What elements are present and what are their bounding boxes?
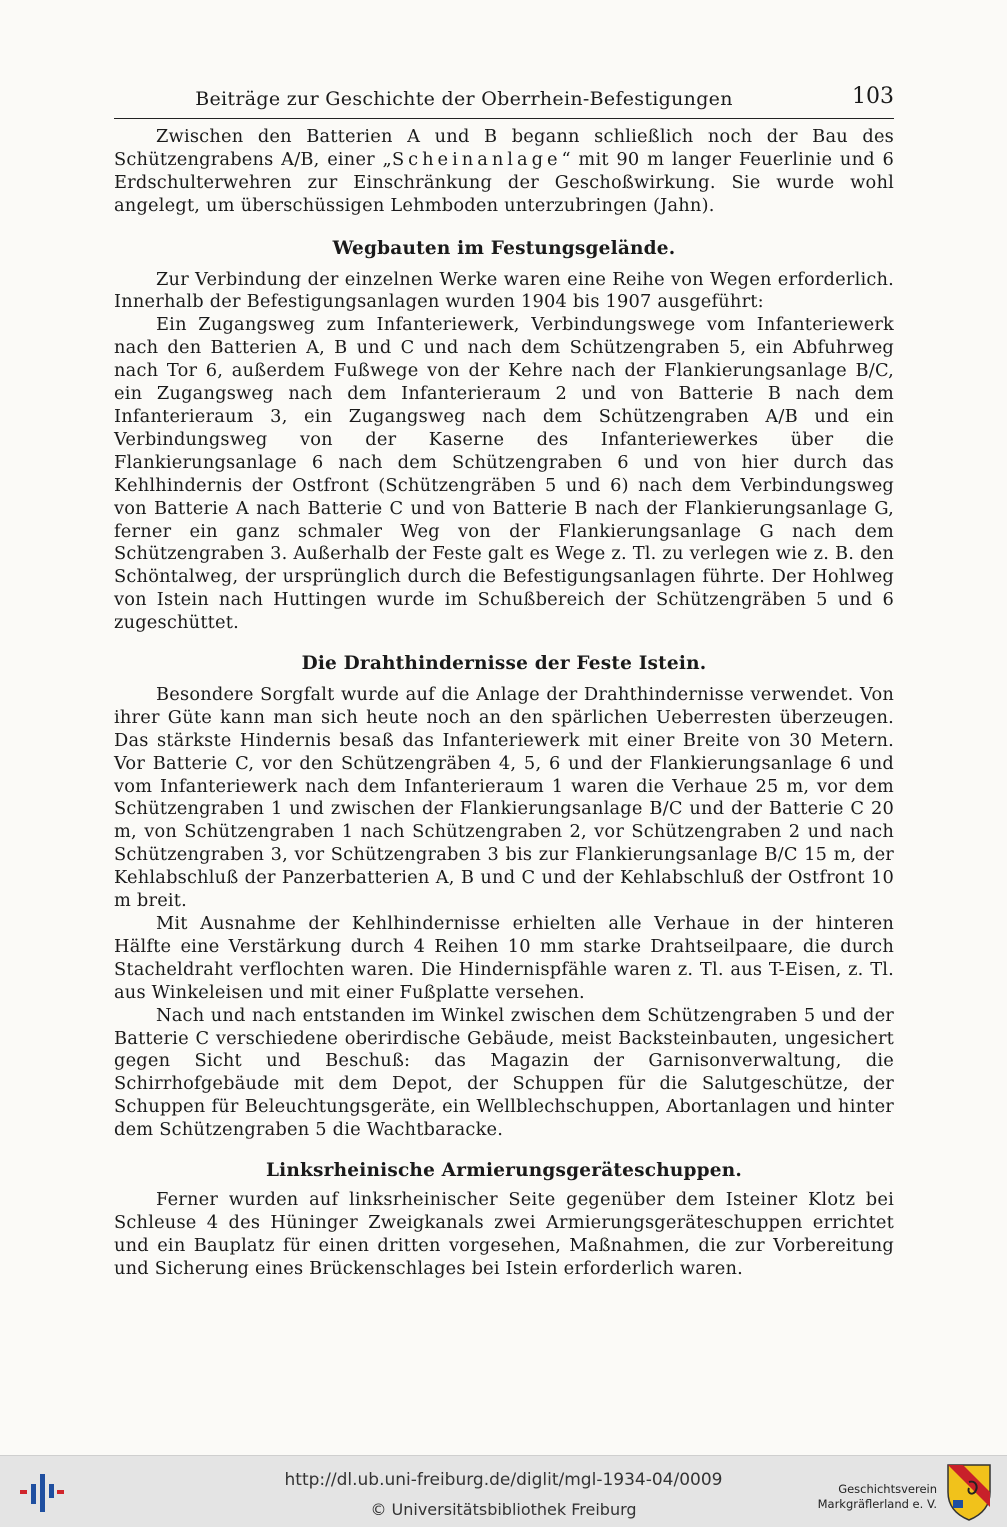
copyright-notice: © Universitätsbibliothek Freiburg <box>370 1500 637 1519</box>
page-body <box>114 126 894 1281</box>
section-heading-drahthindernisse: Die Drahthindernisse der Feste Istein. <box>301 653 707 675</box>
intro-text-before: Zwischen den Batterien A und B begann schließlich noch der Bau des Schützengrabens A/B, einer „ <box>114 126 894 170</box>
coat-of-arms-icon[interactable] <box>945 1462 993 1522</box>
paragraph: Ferner wurden auf linksrheinischer Seite gegenüber dem Isteiner Klotz bei Schleuse 4 des Hüninger Zweigkanals zwei Armierungsgeräteschuppen errichtet und ein Bauplatz für einen dritten vorgesehen, Maßnahmen, die zur Vorbereitung und Sicherung eines Brückenschlages bei Istein erforderlich waren. <box>114 1188 894 1279</box>
section-heading-wegbauten: Wegbauten im Festungsgelände. <box>332 237 676 259</box>
section-heading-armierungsgeraeteschuppen: Linksrheinische Armierungsgeräteschuppen. <box>265 1160 743 1182</box>
society-name <box>818 1482 937 1512</box>
intro-paragraph <box>114 126 894 218</box>
intro-spaced-term: Scheinanlage <box>391 148 562 170</box>
running-title: Beiträge zur Geschichte der Oberrhein-Befestigungen <box>195 88 733 110</box>
paragraph: Besondere Sorgfalt wurde auf die Anlage der Drahthindernisse verwendet. Von ihrer Güte kann man sich heute noch an den spärlichen Ueberresten überzeugen. Das stärkste Hindernis besaß das Infanteriewerk mit einer Breite von 30 Metern. Vor Batterie C, vor den Schützengräben 4, 5, 6 und der Flankierungsanlage 6 und vom Infanteriewerk nach dem Infanterieraum 1 waren die Verhaue 25 m, vor dem Schützengraben 1 und zwischen der Flankierungsanlage B/C und der Batterie C 20 m, von Schützengraben 1 nach Schützengraben 2, vor Schützengraben 2 und nach Schützengraben 3, vor Schützengraben 3 bis zur Flankierungsanlage B/C 15 m, der Kehlabschluß der Panzerbatterien A, B und C und der Kehlabschluß der Ostfront 10 m breit. <box>114 683 894 912</box>
paragraph: Mit Ausnahme der Kehlhindernisse erhielten alle Verhaue in der hinteren Hälfte eine Verstärkung durch 4 Reihen 10 mm starke Drahtseilpaare, die durch Stacheldraht verflochten waren. Die Hindernispfähle waren z. Tl. aus T-Eisen, z. Tl. aus Winkeleisen und mit einer Fußplatte versehen. <box>114 913 894 1003</box>
intro-text-after: “ mit 90 m langer Feuerlinie und 6 Erdschulterwehren zur Einschränkung der Geschoßwirkung. Sie wurde wohl angelegt, um überschüssigen Lehmboden unterzubringen (Jahn). <box>114 148 894 216</box>
page-number: 103 <box>852 84 894 109</box>
society-line-2: Markgräflerland e. V. <box>817 1497 937 1511</box>
viewer-footer <box>0 1455 1007 1527</box>
paragraph: Zur Verbindung der einzelnen Werke waren eine Reihe von Wegen erforderlich. Innerhalb der Befestigungsanlagen wurden 1904 bis 1907 ausgeführt: <box>114 268 894 313</box>
running-header <box>114 82 894 119</box>
document-url-link[interactable]: http://dl.ub.uni-freiburg.de/diglit/mgl-1934-04/0009 <box>284 1470 723 1490</box>
paragraph: Nach und nach entstanden im Winkel zwischen dem Schützengraben 5 und der Batterie C verschiedene oberirdische Gebäude, meist Backsteinbauten, ungesichert gegen Sicht und Beschuß: das Magazin der Garnisonverwaltung, die Schirrhofgebäude mit dem Depot, der Schuppen für die Salutgeschütze, der Schuppen für Beleuchtungsgeräte, ein Wellblechschuppen, Abortanlagen und hinter dem Schützengraben 5 die Wachtbaracke. <box>114 1004 894 1141</box>
society-line-1: Geschichtsverein <box>838 1482 937 1496</box>
paragraph: Ein Zugangsweg zum Infanteriewerk, Verbindungswege vom Infanteriewerk nach den Batterien A, B und C und nach dem Schützengraben 5, ein Abfuhrweg nach Tor 6, außerdem Fußwege von der Kehre nach der Flankierungsanlage B/C, ein Zugangsweg nach dem Infanterieraum 2 und von Batterie B nach dem Infanterieraum 3, ein Zugangsweg nach dem Schützengraben A/B und ein Verbindungsweg von der Kaserne des Infanteriewerkes über die Flankierungsanlage 6 nach dem Schützengraben 6 und von hier durch das Kehlhindernis der Ostfront (Schützengräben 5 und 6) nach dem Verbindungsweg von Batterie A nach Batterie C und von Batterie B nach der Flankierungsanlage G, ferner ein ganz schmaler Weg von der Flankierungsanlage G nach dem Schützengraben 3. Außerhalb der Feste galt es Wege z. Tl. zu verlegen wie z. B. den Schöntalweg, der ursprünglich durch die Befestigungsanlagen führte. Der Hohlweg von Istein nach Huttingen wurde im Schußbereich der Schützengräben 5 und 6 zugeschüttet. <box>114 314 894 634</box>
